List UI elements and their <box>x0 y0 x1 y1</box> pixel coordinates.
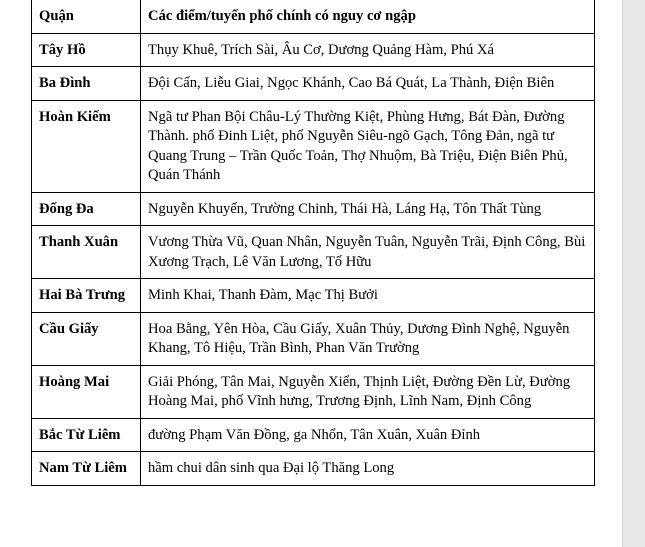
header-district: Quận <box>32 0 141 33</box>
flood-risk-table <box>31 0 595 486</box>
table-row <box>32 67 595 101</box>
district-cell: Đống Đa <box>32 192 141 226</box>
district-cell: Nam Từ Liêm <box>32 452 141 486</box>
district-cell: Thanh Xuân <box>32 226 141 279</box>
table-row <box>32 192 595 226</box>
streets-cell: Đội Cấn, Liễu Giai, Ngọc Khánh, Cao Bá Quát, La Thành, Điện Biên <box>141 67 595 101</box>
header-streets: Các điểm/tuyến phố chính có nguy cơ ngập <box>141 0 595 33</box>
district-cell: Hoàn Kiếm <box>32 100 141 192</box>
streets-cell: Nguyễn Khuyến, Trường Chinh, Thái Hà, Láng Hạ, Tôn Thất Tùng <box>141 192 595 226</box>
table-row <box>32 100 595 192</box>
scrollbar-track[interactable] <box>622 0 645 547</box>
district-cell: Cầu Giấy <box>32 312 141 365</box>
district-cell: Hai Bà Trưng <box>32 279 141 313</box>
streets-cell: hầm chui dân sinh qua Đại lộ Thăng Long <box>141 452 595 486</box>
streets-cell: Minh Khai, Thanh Đàm, Mạc Thị Bưởi <box>141 279 595 313</box>
streets-cell: đường Phạm Văn Đồng, ga Nhổn, Tân Xuân, Xuân Đỉnh <box>141 418 595 452</box>
district-cell: Bắc Từ Liêm <box>32 418 141 452</box>
streets-cell: Thụy Khuê, Trích Sài, Âu Cơ, Dương Quảng Hàm, Phú Xá <box>141 33 595 67</box>
district-cell: Hoàng Mai <box>32 365 141 418</box>
table-row <box>32 33 595 67</box>
district-cell: Tây Hồ <box>32 33 141 67</box>
table-row <box>32 279 595 313</box>
table-row <box>32 226 595 279</box>
table-row <box>32 452 595 486</box>
streets-cell: Ngã tư Phan Bội Châu-Lý Thường Kiệt, Phùng Hưng, Bát Đàn, Đường Thành. phố Đinh Liệt, phố Nguyễn Siêu-ngõ Gạch, Tông Đản, ngã tư Quang Trung – Trần Quốc Toản, Thợ Nhuộm, Bà Triệu, Điện Biên Phủ, Quán Thánh <box>141 100 595 192</box>
table-header-row <box>32 0 595 33</box>
streets-cell: Vương Thừa Vũ, Quan Nhân, Nguyễn Tuân, Nguyễn Trãi, Định Công, Bùi Xương Trạch, Lê Văn Lương, Tố Hữu <box>141 226 595 279</box>
streets-cell: Giải Phóng, Tân Mai, Nguyễn Xiển, Thịnh Liệt, Đường Đền Lừ, Đường Hoàng Mai, phố Vĩnh hưng, Trương Định, Lĩnh Nam, Định Công <box>141 365 595 418</box>
district-cell: Ba Đình <box>32 67 141 101</box>
table-row <box>32 365 595 418</box>
table-row <box>32 312 595 365</box>
table-row <box>32 418 595 452</box>
streets-cell: Hoa Bằng, Yên Hòa, Cầu Giấy, Xuân Thủy, Dương Đình Nghệ, Nguyễn Khang, Tô Hiệu, Trần Bình, Phan Văn Trường <box>141 312 595 365</box>
